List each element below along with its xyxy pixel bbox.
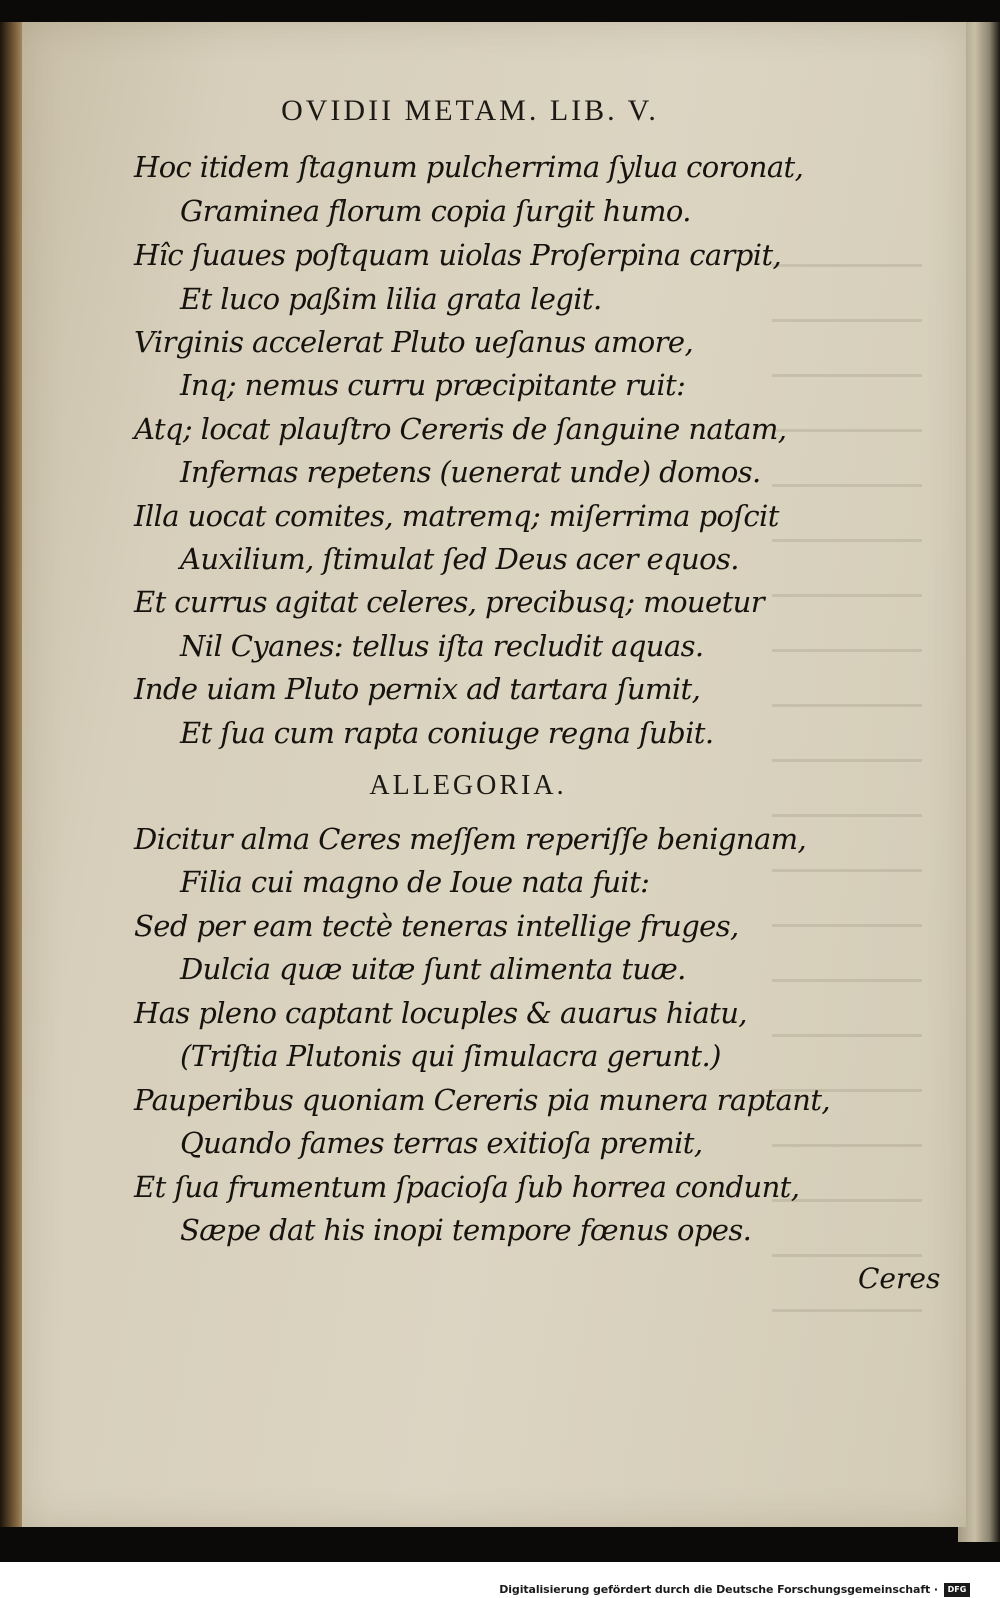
verse-line: Et currus agitat celeres, precibusq; mouetur [134,585,764,619]
section-heading-text: ALLEGORIA. [369,770,567,801]
verse-line: Illa uocat comites, matremq; miſerrima poſcit [134,499,779,533]
verse-line: Inde uiam Pluto pernix ad tartara ſumit, [134,672,701,706]
verse-line: Hoc itidem ſtagnum pulcherrima ſylua coronat, [134,150,804,184]
allegoria-line: Pauperibus quoniam Cereris pia munera raptant, [134,1083,830,1117]
verse-line: Infernas repetens (uenerat unde) domos. [180,455,761,489]
allegoria-line: Quando fames terras exitioſa premit, [180,1126,703,1160]
allegoria-line: Sed per eam tectè teneras intellige fruges, [134,909,739,943]
verse-line: Nil Cyanes: tellus iſta recludit aquas. [180,629,704,663]
verse-line: Graminea florum copia ſurgit humo. [180,194,691,228]
allegoria-line: Dulcia quæ uitæ ſunt alimenta tuæ. [180,952,686,986]
allegoria-line: Filia cui magno de Ioue nata fuit: [180,865,650,899]
catchword: Ceres [858,1262,941,1295]
section-heading [0,770,1000,802]
running-head [0,94,1000,128]
allegoria-line: Dicitur alma Ceres meſſem reperiſſe benignam, [134,822,807,856]
show-through-text [752,212,947,1312]
verse-line: Auxilium, ſtimulat ſed Deus acer equos. [180,542,739,576]
verse-line: Et ſua cum rapta coniuge regna ſubit. [180,716,714,750]
verse-line: Inq; nemus curru præcipitante ruit: [180,368,686,402]
dfg-logo: DFG [944,1583,970,1597]
verse-line: Virginis accelerat Pluto ueſanus amore, [134,325,694,359]
digitization-credit: Digitalisierung gefördert durch die Deutsche Forschungsgemeinschaft · [499,1583,938,1596]
verse-line: Hîc ſuaues poſtquam uiolas Proſerpina carpit, [134,238,782,272]
allegoria-line: (Triſtia Plutonis qui ſimulacra gerunt.) [180,1039,721,1073]
verse-line: Atq; locat plauſtro Cereris de ſanguine natam, [134,412,787,446]
verse-line: Et luco paßim lilia grata legit. [180,282,602,316]
running-head-text: OVIDII METAM. LIB. V. [281,94,659,127]
footer-bar [0,1562,1000,1598]
allegoria-line: Has pleno captant locuples & auarus hiatu, [134,996,747,1030]
allegoria-line: Et ſua frumentum ſpacioſa ſub horrea condunt, [134,1170,800,1204]
allegoria-line: Sæpe dat his inopi tempore fœnus opes. [180,1213,752,1247]
